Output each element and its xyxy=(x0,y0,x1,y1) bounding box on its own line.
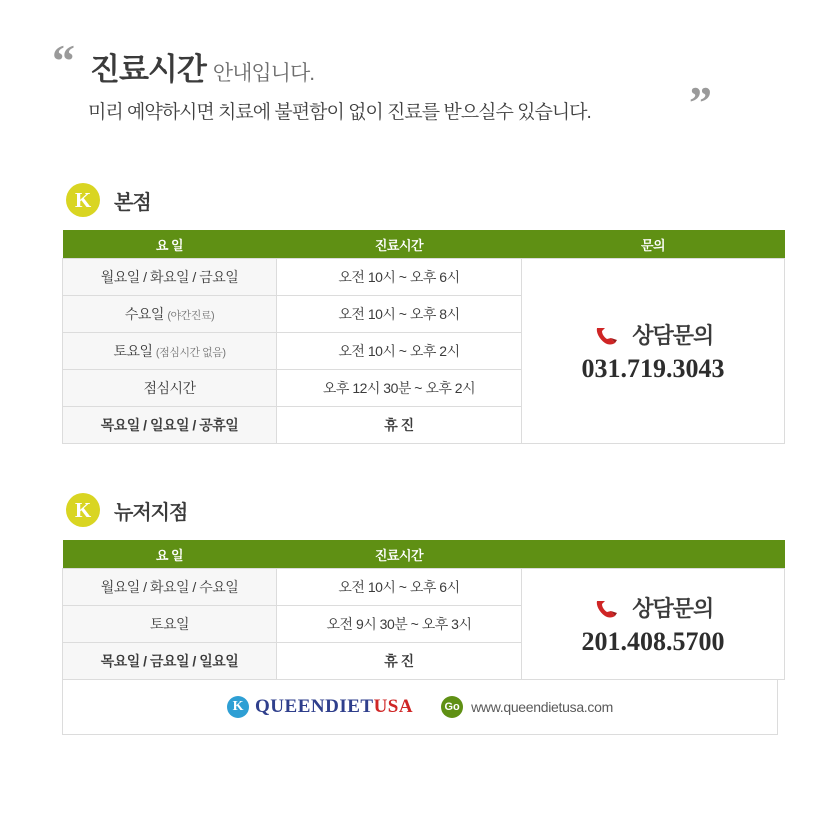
page-subtitle: 미리 예약하시면 치료에 불편함이 없이 진료를 받으실수 있습니다. xyxy=(88,102,591,123)
hours-value: 오전 9시 30분 ~ 오후 3시 xyxy=(277,606,522,643)
website-link[interactable]: www.queendietusa.com xyxy=(471,699,613,715)
column-header-hours: 진료시간 xyxy=(277,540,522,569)
branch-name: 본점 xyxy=(114,191,151,214)
day-value: 토요일 xyxy=(63,606,277,643)
column-header-day: 요 일 xyxy=(63,230,277,259)
hours-value: 오전 10시 ~ 오후 6시 xyxy=(277,259,522,296)
column-header-hours: 진료시간 xyxy=(277,230,522,259)
column-header-contact: 문의 xyxy=(522,230,785,259)
hours-value: 오전 10시 ~ 오후 2시 xyxy=(277,333,522,370)
column-header-contact xyxy=(522,540,785,569)
branch-section-newjersey xyxy=(62,490,778,735)
day-text: 토요일 xyxy=(113,343,153,359)
contact-cell xyxy=(522,259,785,444)
page-header xyxy=(0,0,840,128)
contact-number[interactable]: 201.408.5700 xyxy=(581,626,725,656)
day-value xyxy=(63,333,277,370)
contact-label: 상담문의 xyxy=(632,595,714,621)
hours-value: 오후 12시 30분 ~ 오후 2시 xyxy=(277,370,522,407)
contact-number[interactable]: 031.719.3043 xyxy=(581,353,725,383)
table-row xyxy=(63,259,785,296)
phone-icon xyxy=(593,323,621,350)
phone-icon xyxy=(593,596,621,623)
footer-bar xyxy=(62,680,778,735)
brand-name-suffix: USA xyxy=(373,696,414,717)
day-value: 점심시간 xyxy=(63,370,277,407)
schedule-table-newjersey xyxy=(62,540,785,680)
quote-close-icon: ” xyxy=(689,77,710,128)
day-note: (점심시간 없음) xyxy=(155,347,226,359)
hours-value-closed: 휴 진 xyxy=(277,643,522,680)
day-value: 월요일 / 화요일 / 수요일 xyxy=(63,569,277,606)
day-value-closed: 목요일 / 금요일 / 일요일 xyxy=(63,643,277,680)
branch-header xyxy=(62,490,778,530)
table-row xyxy=(63,569,785,606)
branch-section-main xyxy=(62,180,778,444)
brand-name-main: QUEENDIET xyxy=(255,696,374,717)
brand-name xyxy=(255,696,413,718)
branch-header xyxy=(62,180,778,220)
k-logo-icon xyxy=(66,493,100,527)
day-value: 월요일 / 화요일 / 금요일 xyxy=(63,259,277,296)
day-note: (야간진료) xyxy=(167,310,215,322)
contact-label-row xyxy=(523,592,783,623)
column-header-day: 요 일 xyxy=(63,540,277,569)
page-title-rest: 안내입니다. xyxy=(212,62,315,85)
page-title xyxy=(90,44,314,89)
k-logo-icon xyxy=(66,183,100,217)
hours-value-closed: 휴 진 xyxy=(277,407,522,444)
brand-badge-icon: K xyxy=(227,696,249,718)
day-text: 수요일 xyxy=(124,306,164,322)
hours-value: 오전 10시 ~ 오후 8시 xyxy=(277,296,522,333)
table-header-row xyxy=(63,230,785,259)
schedule-table-main xyxy=(62,230,785,444)
hours-value: 오전 10시 ~ 오후 6시 xyxy=(277,569,522,606)
contact-cell xyxy=(522,569,785,680)
day-value-closed: 목요일 / 일요일 / 공휴일 xyxy=(63,407,277,444)
day-value xyxy=(63,296,277,333)
page-title-strong: 진료시간 xyxy=(90,52,206,87)
table-header-row xyxy=(63,540,785,569)
brand-logo[interactable] xyxy=(227,696,413,718)
branch-name: 뉴저지점 xyxy=(114,501,188,524)
quote-open-icon: “ xyxy=(52,35,73,86)
contact-label: 상담문의 xyxy=(632,322,714,348)
contact-label-row xyxy=(523,319,783,350)
go-badge-icon[interactable]: Go xyxy=(441,696,463,718)
